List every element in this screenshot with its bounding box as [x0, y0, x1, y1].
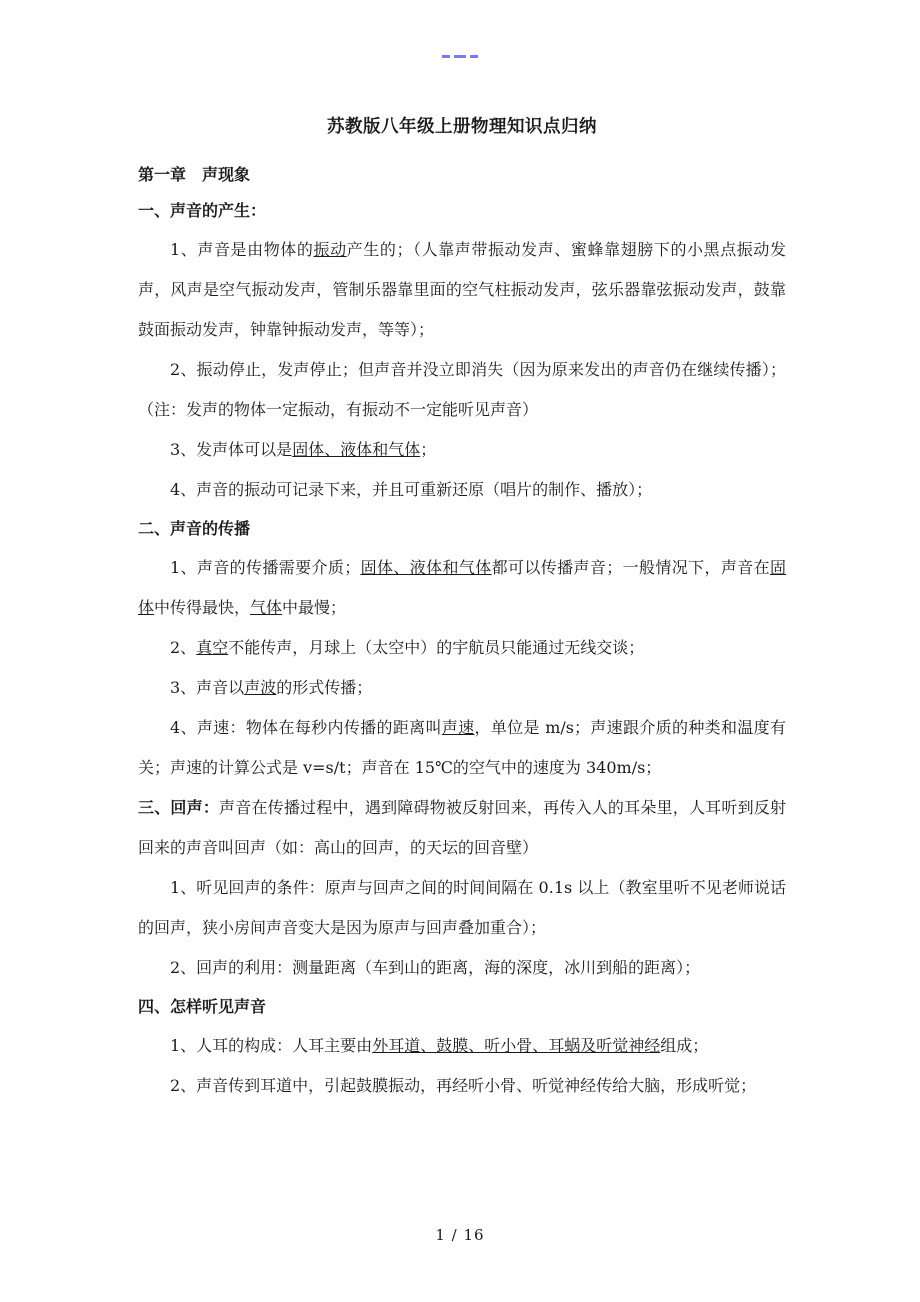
text-run: 声音在传播过程中，遇到障碍物被反射回来，再传入人的耳朵里，人耳听到反射回来的声音叫回声（如：高山的回声，的天坛的回音壁） [138, 798, 786, 857]
text-run: 3、发声体可以是 [170, 440, 293, 459]
paragraph-2-1 [138, 548, 786, 628]
paragraph-1-4 [138, 470, 786, 510]
dash-segment [442, 55, 450, 58]
text-run-underlined: 真空 [196, 638, 229, 657]
text-run: 中最慢； [282, 598, 347, 617]
paragraph-2-2 [138, 628, 786, 668]
text-run: 的形式传播； [276, 678, 373, 697]
text-run: 3、声音以 [170, 678, 245, 697]
text-run: 1、声音的传播需要介质； [170, 558, 361, 577]
text-run-underlined: 气体 [250, 598, 283, 617]
text-run: 2、回声的利用：测量距离（车到山的距离，海的深度，冰川到船的距离）； [170, 958, 701, 977]
text-run: 1、人耳的构成：人耳主要由 [170, 1036, 373, 1055]
text-run: ，单位是 m/s；声速跟介质的种类和温度有关；声速的计算公式是 v=s/t；声音在 15℃的空气中的速度为 340m/s； [138, 718, 786, 777]
dash-segment [470, 55, 478, 58]
text-run: 中传得最快， [154, 598, 251, 617]
paragraph-3-1 [138, 868, 786, 948]
text-run: 2、振动停止，发声停止；但声音并没立即消失（因为原来发出的声音仍在继续传播）；（注：发声的物体一定振动，有振动不一定能听见声音） [138, 360, 786, 419]
paragraph-3-2 [138, 948, 786, 988]
section-heading-2: 二、声音的传播 [138, 519, 251, 538]
chapter-heading: 第一章 声现象 [138, 165, 251, 184]
section-heading-1: 一、声音的产生： [138, 201, 267, 220]
text-run-underlined: 声速 [441, 718, 475, 737]
paragraph-1-2 [138, 350, 786, 430]
text-run: 1、声音是由物体的 [170, 240, 314, 259]
paragraph-2-4 [138, 708, 786, 788]
text-run-underlined: 固体、液体和气体 [360, 558, 492, 577]
paragraph-2-3 [138, 668, 786, 708]
text-run: 2、 [170, 638, 197, 657]
page-title: 苏教版八年级上册物理知识点归纳 [327, 117, 597, 137]
section-heading-3-label: 三、回声： [138, 798, 220, 817]
text-run: 都可以传播声音；一般情况下，声音在 [491, 558, 770, 577]
section-heading-4: 四、怎样听见声音 [138, 997, 267, 1016]
paragraph-1-1 [138, 230, 786, 350]
text-run: 4、声速：物体在每秒内传播的距离叫 [170, 718, 442, 737]
text-run: 4、声音的振动可记录下来，并且可重新还原（唱片的制作、播放）； [170, 480, 653, 499]
section-heading-3 [138, 788, 786, 868]
document-body [138, 112, 786, 1106]
paragraph-1-3 [138, 430, 786, 470]
text-run-underlined: 振动 [313, 240, 347, 259]
text-run: 不能传声，月球上（太空中）的宇航员只能通过无线交谈； [228, 638, 645, 657]
text-run: 2、声音传到耳道中，引起鼓膜振动，再经听小骨、听觉神经传给大脑，形成听觉； [170, 1076, 757, 1095]
paragraph-4-1 [138, 1026, 786, 1066]
text-run: 1、听见回声的条件：原声与回声之间的时间间隔在 0.1s 以上（教室里听不见老师说话的回声，狭小房间声音变大是因为原声与回声叠加重合）； [138, 878, 786, 937]
page-footer: 1 / 16 [435, 1226, 485, 1244]
text-run-underlined: 声波 [244, 678, 277, 697]
text-run-underlined: 固体 [138, 558, 786, 617]
text-run: 产生的；（人靠声带振动发声、蜜蜂靠翅膀下的小黑点振动发声，风声是空气振动发声，管制乐器靠里面的空气柱振动发声，弦乐器靠弦振动发声，鼓靠鼓面振动发声，钟靠钟振动发声，等等）； [138, 240, 786, 339]
text-run: 组成； [660, 1036, 709, 1055]
dashed-rule-marker-icon [0, 55, 920, 58]
paragraph-4-2 [138, 1066, 786, 1106]
dash-segment [454, 55, 466, 58]
text-run: ； [420, 440, 437, 459]
text-run-underlined: 外耳道、鼓膜、听小骨、耳蜗及听觉神经 [372, 1036, 661, 1055]
text-run-underlined: 固体、液体和气体 [292, 440, 421, 459]
